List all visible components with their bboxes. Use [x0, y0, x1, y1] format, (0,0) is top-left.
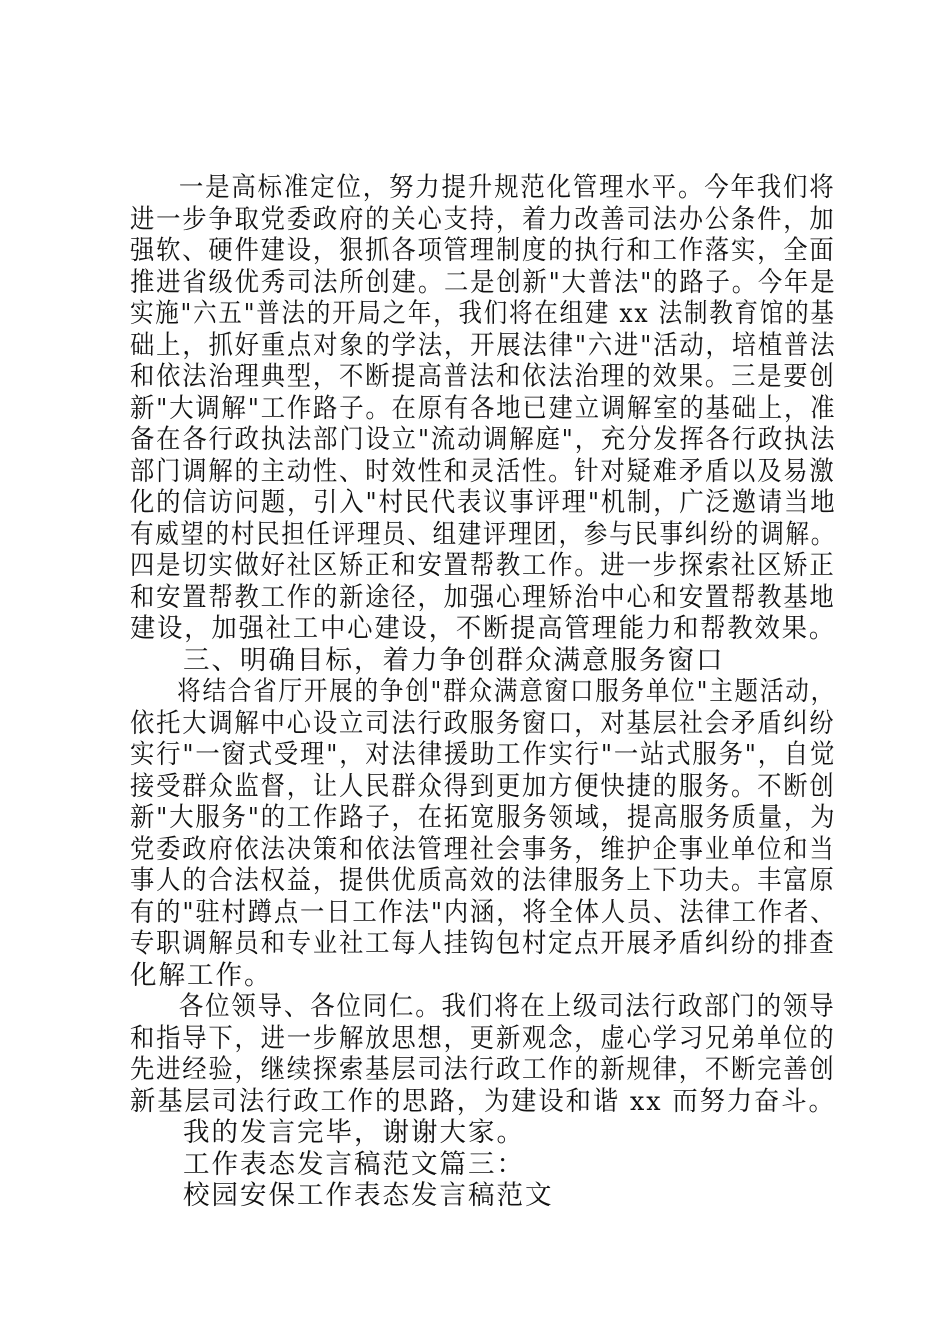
- text-line: 和依法治理典型，不断提高普法和依法治理的效果。三是要创: [130, 361, 836, 392]
- text-line: 工作表态发言稿范文篇三：: [183, 1148, 525, 1180]
- text-line: 和指导下，进一步解放思想，更新观念，虚心学习兄弟单位的: [130, 1022, 836, 1054]
- text-line: 推进省级优秀司法所创建。二是创新"大普法"的路子。今年是: [130, 266, 837, 298]
- text-line: 进一步争取党委政府的关心支持，着力改善司法办公条件，加: [130, 203, 836, 235]
- text-line: 备在各行政执法部门设立"流动调解庭"，充分发挥各行政执法: [130, 424, 837, 455]
- text-line: 一是高标准定位，努力提升规范化管理水平。今年我们将: [178, 172, 836, 203]
- text-line: 和安置帮教工作的新途径，加强心理矫治中心和安置帮教基地: [130, 581, 836, 613]
- text-line: 我的发言完毕，谢谢大家。: [183, 1117, 525, 1148]
- text-line: 先进经验，继续探索基层司法行政工作的新规律，不断完善创: [130, 1054, 836, 1085]
- text-line: 专职调解员和专业社工每人挂钩包村定点开展矛盾纠纷的排查: [130, 928, 836, 959]
- text-line: 实行"一窗式受理"，对法律援助工作实行"一站式服务"，自觉: [130, 739, 837, 770]
- text-line: 四是切实做好社区矫正和安置帮教工作。进一步探索社区矫正: [130, 550, 836, 581]
- text-line: 校园安保工作表态发言稿范文: [183, 1180, 554, 1211]
- text-line: 接受群众监督，让人民群众得到更加方便快捷的服务。不断创: [130, 770, 836, 802]
- text-line: 化解工作。: [130, 959, 273, 991]
- document-body: [130, 172, 836, 1212]
- text-line: 党委政府依法决策和依法管理社会事务，维护企事业单位和当: [130, 833, 836, 865]
- text-line: 依托大调解中心设立司法行政服务窗口，对基层社会矛盾纠纷: [130, 707, 836, 739]
- text-line: 新"大调解"工作路子。在原有各地已建立调解室的基础上，准: [130, 392, 837, 424]
- text-line: 有的"驻村蹲点一日工作法"内涵，将全体人员、法律工作者、: [130, 896, 837, 928]
- text-line: 础上，抓好重点对象的学法，开展法律"六进"活动，培植普法: [130, 329, 837, 361]
- text-line: 各位领导、各位同仁。我们将在上级司法行政部门的领导: [178, 991, 836, 1022]
- text-line: 强软、硬件建设，狠抓各项管理制度的执行和工作落实，全面: [130, 235, 836, 266]
- text-line: 有威望的村民担任评理员、组建评理团，参与民事纠纷的调解。: [130, 518, 836, 550]
- text-line: 新"大服务"的工作路子，在拓宽服务领域，提高服务质量，为: [130, 802, 837, 833]
- text-line: 实施"六五"普法的开局之年，我们将在组建 xx 法制教育馆的基: [130, 298, 836, 329]
- text-line: 新基层司法行政工作的思路，为建设和谐 xx 而努力奋斗。: [130, 1085, 836, 1117]
- text-line: 建设，加强社工中心建设，不断提高管理能力和帮教效果。: [130, 613, 837, 644]
- text-line: 化的信访问题，引入"村民代表议事评理"机制，广泛邀请当地: [130, 487, 837, 518]
- text-line: 将结合省厅开展的争创"群众满意窗口服务单位"主题活动，: [177, 676, 836, 707]
- text-line: 三、明确目标，着力争创群众满意服务窗口: [183, 644, 725, 676]
- text-line: 部门调解的主动性、时效性和灵活性。针对疑难矛盾以及易激: [130, 455, 836, 487]
- text-line: 事人的合法权益，提供优质高效的法律服务上下功夫。丰富原: [130, 865, 836, 896]
